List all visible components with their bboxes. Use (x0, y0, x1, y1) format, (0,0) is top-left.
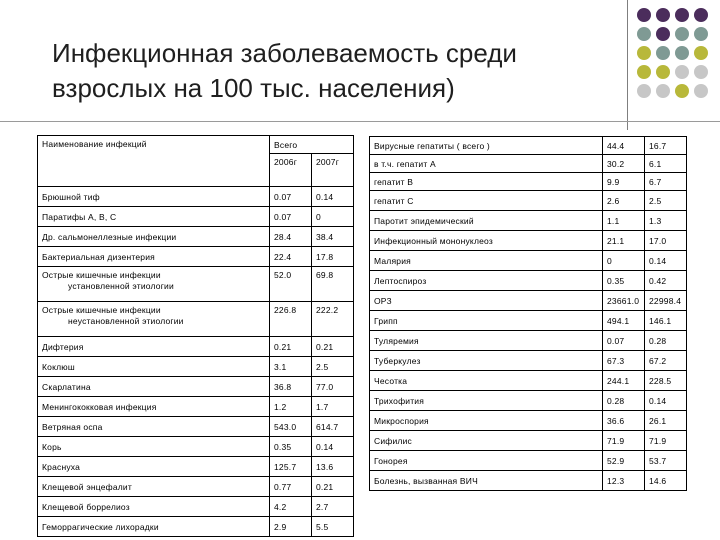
infection-name: Чесотка (370, 371, 603, 391)
decorative-dot (675, 8, 689, 22)
infection-name: Бактериальная дизентерия (38, 247, 270, 267)
table-row (38, 267, 354, 302)
value-2006: 0.07 (603, 331, 645, 351)
left-infection-table (37, 135, 354, 537)
value-2006: 36.8 (270, 377, 312, 397)
table-row (38, 397, 354, 417)
infection-name: Клещевой энцефалит (38, 477, 270, 497)
table-row (370, 331, 687, 351)
infection-name (38, 302, 270, 337)
infection-name-line2: установленной этиологии (68, 281, 174, 291)
table-row (38, 477, 354, 497)
table-row (370, 431, 687, 451)
value-2007: 13.6 (312, 457, 354, 477)
decorative-dot (637, 8, 651, 22)
infection-name: Геморрагические лихорадки (38, 517, 270, 537)
table-row (38, 302, 354, 337)
value-2007: 22998.4 (645, 291, 687, 311)
value-2007: 69.8 (312, 267, 354, 302)
value-2007: 0 (312, 207, 354, 227)
table-row (38, 187, 354, 207)
decorative-dot (694, 84, 708, 98)
value-2006: 52.0 (270, 267, 312, 302)
value-2007: 2.7 (312, 497, 354, 517)
slide-title-line2: взрослых на 100 тыс. населения) (52, 73, 455, 103)
value-2007: 17.8 (312, 247, 354, 267)
table-row (38, 517, 354, 537)
value-2007: 0.21 (312, 337, 354, 357)
infection-name: Ветряная оспа (38, 417, 270, 437)
table-row (370, 371, 687, 391)
value-2006: 2.6 (603, 191, 645, 211)
header-year-2006: 2006г (270, 154, 312, 187)
decorative-dot (675, 27, 689, 41)
value-2007: 0.14 (312, 437, 354, 457)
value-2006: 125.7 (270, 457, 312, 477)
table-row (370, 191, 687, 211)
value-2007: 0.21 (312, 477, 354, 497)
value-2007: 77.0 (312, 377, 354, 397)
infection-name: Др. сальмонеллезные инфекции (38, 227, 270, 247)
table-row (38, 357, 354, 377)
value-2007: 6.7 (645, 173, 687, 191)
value-2007: 614.7 (312, 417, 354, 437)
infection-name: Микроспория (370, 411, 603, 431)
right-infection-table (369, 136, 687, 491)
decorative-dot (656, 46, 670, 60)
table-row (370, 173, 687, 191)
infection-name: в т.ч. гепатит А (370, 155, 603, 173)
decorative-dot (637, 27, 651, 41)
table-row (370, 351, 687, 371)
value-2006: 0.35 (270, 437, 312, 457)
value-2006: 12.3 (603, 471, 645, 491)
value-2006: 67.3 (603, 351, 645, 371)
value-2006: 543.0 (270, 417, 312, 437)
infection-name: Клещевой боррелиоз (38, 497, 270, 517)
value-2006: 0.28 (603, 391, 645, 411)
value-2006: 0.21 (270, 337, 312, 357)
decorative-dot (694, 8, 708, 22)
value-2007: 16.7 (645, 137, 687, 155)
infection-name: Грипп (370, 311, 603, 331)
infection-name (38, 267, 270, 302)
infection-name: Дифтерия (38, 337, 270, 357)
left-table-header-row (38, 136, 354, 154)
value-2007: 0.14 (645, 391, 687, 411)
infection-name: Малярия (370, 251, 603, 271)
table-row (370, 451, 687, 471)
slide-title (52, 36, 627, 106)
value-2007: 0.28 (645, 331, 687, 351)
value-2007: 0.14 (645, 251, 687, 271)
infection-name: Корь (38, 437, 270, 457)
infection-name: Менингококковая инфекция (38, 397, 270, 417)
decorative-dot (637, 65, 651, 79)
header-infection-name: Наименование инфекций (38, 136, 270, 187)
decorative-dot (675, 65, 689, 79)
decorative-dot (637, 46, 651, 60)
value-2006: 30.2 (603, 155, 645, 173)
infection-name: Паротит эпидемический (370, 211, 603, 231)
value-2006: 36.6 (603, 411, 645, 431)
table-row (38, 437, 354, 457)
infection-name: Гонорея (370, 451, 603, 471)
infection-name: Инфекционный мононуклеоз (370, 231, 603, 251)
value-2007: 0.42 (645, 271, 687, 291)
infection-name: Паратифы А, В, С (38, 207, 270, 227)
value-2007: 14.6 (645, 471, 687, 491)
decorative-dot (675, 46, 689, 60)
infection-name: Лептоспироз (370, 271, 603, 291)
value-2006: 4.2 (270, 497, 312, 517)
table-row (370, 251, 687, 271)
value-2006: 3.1 (270, 357, 312, 377)
decorative-dot (675, 84, 689, 98)
infection-name: Коклюш (38, 357, 270, 377)
table-row (370, 137, 687, 155)
infection-name: гепатит С (370, 191, 603, 211)
infection-name: Вирусные гепатиты ( всего ) (370, 137, 603, 155)
title-divider-horizontal (0, 121, 720, 122)
value-2006: 226.8 (270, 302, 312, 337)
value-2006: 494.1 (603, 311, 645, 331)
table-row (370, 291, 687, 311)
infection-name: гепатит В (370, 173, 603, 191)
value-2007: 38.4 (312, 227, 354, 247)
value-2007: 2.5 (312, 357, 354, 377)
value-2007: 53.7 (645, 451, 687, 471)
value-2007: 67.2 (645, 351, 687, 371)
decorative-dot (694, 46, 708, 60)
value-2006: 9.9 (603, 173, 645, 191)
infection-name: Скарлатина (38, 377, 270, 397)
table-row (38, 227, 354, 247)
table-row (38, 457, 354, 477)
infection-name-line1: Острые кишечные инфекции (42, 270, 161, 280)
slide-title-line1: Инфекционная заболеваемость среди (52, 38, 517, 68)
table-row (370, 471, 687, 491)
infection-name-line2: неустановленной этиологии (68, 316, 184, 326)
decorative-dot (694, 27, 708, 41)
decorative-dot (637, 84, 651, 98)
table-row (38, 497, 354, 517)
infection-name: Болезнь, вызванная ВИЧ (370, 471, 603, 491)
value-2007: 2.5 (645, 191, 687, 211)
table-row (38, 207, 354, 227)
infection-name-line1: Острые кишечные инфекции (42, 305, 161, 315)
value-2007: 5.5 (312, 517, 354, 537)
value-2006: 21.1 (603, 231, 645, 251)
infection-name: Туляремия (370, 331, 603, 351)
value-2007: 222.2 (312, 302, 354, 337)
value-2006: 22.4 (270, 247, 312, 267)
infection-name: ОРЗ (370, 291, 603, 311)
table-row (38, 247, 354, 267)
value-2006: 0.77 (270, 477, 312, 497)
value-2006: 2.9 (270, 517, 312, 537)
table-row (370, 391, 687, 411)
table-row (38, 377, 354, 397)
value-2007: 0.14 (312, 187, 354, 207)
table-row (38, 417, 354, 437)
decorative-dot (656, 8, 670, 22)
value-2007: 6.1 (645, 155, 687, 173)
infection-name: Краснуха (38, 457, 270, 477)
value-2006: 28.4 (270, 227, 312, 247)
value-2006: 0.07 (270, 207, 312, 227)
value-2007: 26.1 (645, 411, 687, 431)
infection-name: Трихофития (370, 391, 603, 411)
value-2007: 71.9 (645, 431, 687, 451)
infection-name: Брюшной тиф (38, 187, 270, 207)
value-2007: 228.5 (645, 371, 687, 391)
infection-name: Туберкулез (370, 351, 603, 371)
table-row (370, 311, 687, 331)
value-2006: 0.07 (270, 187, 312, 207)
value-2006: 23661.0 (603, 291, 645, 311)
value-2006: 0.35 (603, 271, 645, 291)
value-2006: 1.1 (603, 211, 645, 231)
table-row (370, 271, 687, 291)
value-2006: 44.4 (603, 137, 645, 155)
header-year-2007: 2007г (312, 154, 354, 187)
value-2006: 244.1 (603, 371, 645, 391)
decorative-dot (656, 65, 670, 79)
infection-name: Сифилис (370, 431, 603, 451)
value-2006: 71.9 (603, 431, 645, 451)
value-2007: 17.0 (645, 231, 687, 251)
table-row (370, 411, 687, 431)
value-2006: 0 (603, 251, 645, 271)
value-2006: 52.9 (603, 451, 645, 471)
value-2007: 1.3 (645, 211, 687, 231)
decorative-dot (656, 84, 670, 98)
value-2007: 146.1 (645, 311, 687, 331)
table-row (38, 337, 354, 357)
decorative-dot (656, 27, 670, 41)
value-2006: 1.2 (270, 397, 312, 417)
header-total: Всего (270, 136, 354, 154)
value-2007: 1.7 (312, 397, 354, 417)
title-divider-vertical (627, 0, 628, 130)
table-row (370, 211, 687, 231)
table-row (370, 155, 687, 173)
decorative-dot (694, 65, 708, 79)
table-row (370, 231, 687, 251)
